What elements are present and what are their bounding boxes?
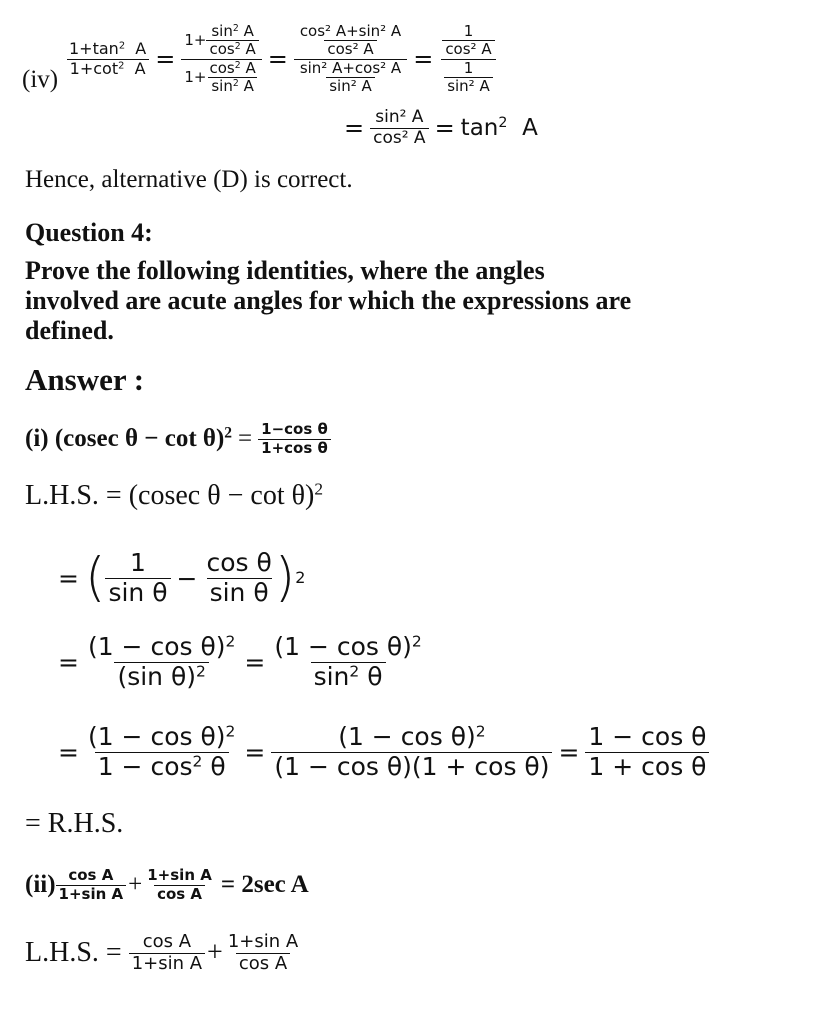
part-iv-line1: $\frac{1+\tan^2 A}{1+\cot^2 A}$ = 1+ $\frac{\sin^2 A}{\cos^2 A}$ 1+ $\frac{\cos^2 A}{\sin^2 A}$ = $\frac{\frac{\text{cos² A+sin² A}}{\text{cos² A}}}{\frac{\text{sin² A+cos² A}}{\text{sin² A}}}$ = $\frac{\frac{1}{\text{cos² A}}}{\frac{1}{\text{sin² A}}}$ <box>66 14 498 104</box>
iv-step3-fraction: $\frac{\frac{1}{\text{cos² A}}}{\frac{1}{\text{sin² A}}}$ <box>439 23 497 95</box>
part-ii-lhs-line: L.H.S. = $\frac{\text{cos A}}{\text{1+sin A}}$ + $\frac{\text{1+sin A}}{\text{cos A}}$ <box>25 930 299 974</box>
part-i-step2: = $\frac{(1 - \cos \theta)^2}{(\sin \theta)^2}$ = $\frac{(1 - \cos \theta)^2}{\sin^2 \theta}$ <box>58 631 422 691</box>
question-heading: Question 4: <box>25 218 153 247</box>
question-text-line2: involved are acute angles for which the expressions are <box>25 286 632 315</box>
part-i-rhs-line: = R.H.S. <box>25 808 124 839</box>
answer-heading: Answer : <box>25 362 145 397</box>
iv-step1-fraction: 1+ $\frac{\sin^2 A}{\cos^2 A}$ 1+ $\frac{\cos^2 A}{\sin^2 A}$ <box>181 23 261 95</box>
part-i-step3: = $\frac{(1 - \cos \theta)^2}{1 - \cos^2 \theta}$ = $\frac{(1 - \cos \theta)^2}{\text{(1 − cos θ)(1 + cos θ)}}$ = $\frac{\text{1 − cos θ}}{\text{1 + cos θ}}$ <box>58 706 709 798</box>
part-ii-statement: (ii) $\frac{\text{cos A}}{\text{1+sin A}}$ + $\frac{\text{1+sin A}}{\text{cos A}}$ = 2sec A <box>25 866 309 903</box>
part-iv-label: (iv) <box>22 66 59 93</box>
part-i-step1: = ( $\frac{1}{\text{sin θ}}$ − $\frac{\text{cos θ}}{\text{sin θ}}$ ) 2 <box>58 546 306 608</box>
iv-step2-fraction: $\frac{\frac{\text{cos² A+sin² A}}{\text{cos² A}}}{\frac{\text{sin² A+cos² A}}{\text{sin² A}}}$ <box>294 23 407 95</box>
conclusion-text: Hence, alternative (D) is correct. <box>25 166 353 193</box>
iv-lhs-fraction: $\frac{1+\tan^2 A}{1+\cot^2 A}$ <box>66 40 149 78</box>
question-text-line1: Prove the following identities, where the angles <box>25 256 545 285</box>
question-text-line3: defined. <box>25 316 114 345</box>
part-i-lhs-line: L.H.S. = (cosec θ − cot θ)$^2$ <box>25 479 324 511</box>
part-i-statement: (i) (cosec θ − cot θ)$^2$ = $\frac{\text{1−cos θ}}{\text{1+cos θ}}$ <box>25 412 331 466</box>
part-iv-line2: = $\frac{\text{sin² A}}{\text{cos² A}}$ = $\tan^2 A$ <box>344 106 538 148</box>
